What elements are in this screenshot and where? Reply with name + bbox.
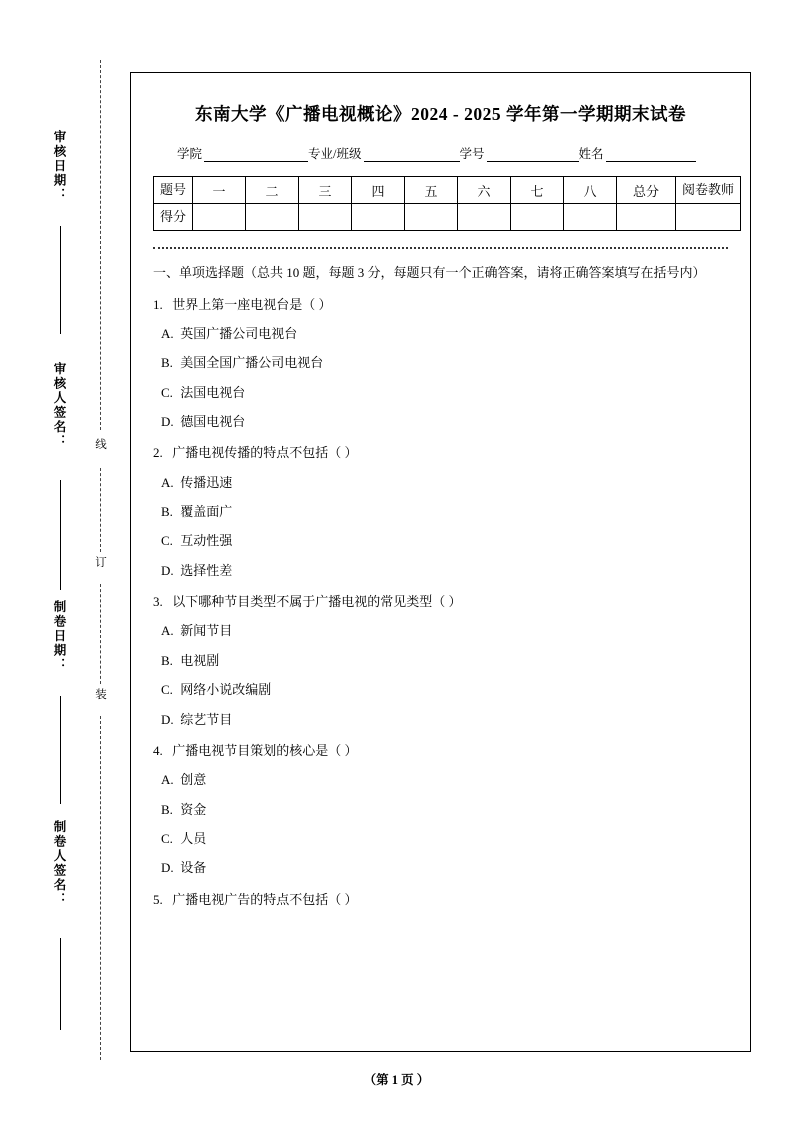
question-4-option-b[interactable] xyxy=(161,797,728,822)
question-3-option-a[interactable] xyxy=(161,618,728,643)
question-4-option-c-text: 人员 xyxy=(180,830,207,846)
question-1-option-d-label: D. xyxy=(161,414,174,430)
question-3-option-b-label: B. xyxy=(161,652,173,668)
question-4-option-a-text: 创意 xyxy=(180,772,207,788)
score-col-7: 七 xyxy=(511,177,564,204)
score-col-8: 八 xyxy=(564,177,617,204)
question-2-option-c[interactable] xyxy=(161,528,728,553)
score-cell-6[interactable] xyxy=(458,204,511,231)
question-1-option-a-text: 英国广播公司电视台 xyxy=(180,326,298,342)
margin-review-date-rule xyxy=(60,226,61,334)
score-col-total: 总分 xyxy=(617,177,676,204)
question-1-text: 世界上第一座电视台是（ ） xyxy=(172,296,332,312)
question-5-number: 5. xyxy=(153,891,163,907)
question-1 xyxy=(153,292,728,317)
score-table-row-label-score: 得分 xyxy=(154,204,193,231)
info-field-student-id[interactable] xyxy=(487,148,579,162)
score-col-teacher: 阅卷教师 xyxy=(676,177,741,204)
score-cell-5[interactable] xyxy=(405,204,458,231)
question-2-option-a[interactable] xyxy=(161,470,728,495)
info-label-college: 学院 xyxy=(177,147,203,161)
score-col-4: 四 xyxy=(352,177,405,204)
question-4-option-d-text: 设备 xyxy=(180,860,207,876)
fold-label-pack: 装 xyxy=(94,688,106,701)
score-cell-total[interactable] xyxy=(617,204,676,231)
score-cell-teacher[interactable] xyxy=(676,204,741,231)
score-table-row-label-number: 题号 xyxy=(154,177,193,204)
question-4-text: 广播电视节目策划的核心是（ ） xyxy=(172,742,358,758)
question-3-option-a-text: 新闻节目 xyxy=(180,623,233,639)
info-label-student-id: 学号 xyxy=(459,147,485,161)
score-cell-2[interactable] xyxy=(246,204,299,231)
question-3-text: 以下哪种节目类型不属于广播电视的常见类型（ ） xyxy=(172,594,462,610)
question-2-option-b-text: 覆盖面广 xyxy=(180,504,233,520)
question-4 xyxy=(153,738,728,763)
question-3-option-c-text: 网络小说改编剧 xyxy=(180,682,272,698)
student-info-line xyxy=(177,144,724,162)
fold-label-bind: 订 xyxy=(94,556,106,569)
score-col-5: 五 xyxy=(405,177,458,204)
score-cell-4[interactable] xyxy=(352,204,405,231)
question-3-option-c-label: C. xyxy=(161,682,173,698)
exam-paper xyxy=(130,72,751,1052)
score-cell-7[interactable] xyxy=(511,204,564,231)
question-5-text: 广播电视广告的特点不包括（ ） xyxy=(172,891,358,907)
margin-annotations xyxy=(44,130,80,1030)
question-1-option-b-text: 美国全国广播公司电视台 xyxy=(180,355,324,371)
question-3-option-c[interactable] xyxy=(161,677,728,702)
info-field-major[interactable] xyxy=(364,148,460,162)
score-table xyxy=(153,176,741,231)
info-label-major: 专业/班级 xyxy=(308,147,362,161)
question-1-option-a-label: A. xyxy=(161,326,174,342)
question-5 xyxy=(153,887,728,912)
margin-reviewer-signature-rule xyxy=(60,480,61,590)
margin-review-date: 审核日期： xyxy=(52,130,66,203)
score-cell-3[interactable] xyxy=(299,204,352,231)
page-title: 东南大学《广播电视概论》2024 - 2025 学年第一学期期末试卷 xyxy=(195,104,686,124)
dotted-divider xyxy=(153,247,728,249)
fold-dash-mid-2 xyxy=(100,584,101,684)
margin-paper-signature: 制卷人签名： xyxy=(52,820,66,907)
question-2-option-a-label: A. xyxy=(161,474,174,490)
question-4-option-a[interactable] xyxy=(161,767,728,792)
question-2-option-b[interactable] xyxy=(161,499,728,524)
question-4-option-d[interactable] xyxy=(161,855,728,880)
question-2-option-c-text: 互动性强 xyxy=(180,533,233,549)
fold-dash-mid-1 xyxy=(100,468,101,552)
question-1-option-c-text: 法国电视台 xyxy=(180,384,246,400)
question-1-option-c-label: C. xyxy=(161,384,173,400)
section-heading: 一、单项选择题（总共 10 题，每题 3 分，每题只有一个正确答案，请将正确答案填写在括号内） xyxy=(153,265,706,280)
question-4-option-b-label: B. xyxy=(161,801,173,817)
score-col-3: 三 xyxy=(299,177,352,204)
score-cell-1[interactable] xyxy=(193,204,246,231)
score-col-2: 二 xyxy=(246,177,299,204)
question-2-option-a-text: 传播迅速 xyxy=(180,474,233,490)
question-1-option-a[interactable] xyxy=(161,321,728,346)
question-2-text: 广播电视传播的特点不包括（ ） xyxy=(172,445,358,461)
question-1-option-c[interactable] xyxy=(161,380,728,405)
question-4-number: 4. xyxy=(153,742,163,758)
question-1-option-b-label: B. xyxy=(161,355,173,371)
question-3-option-d-text: 综艺节目 xyxy=(180,711,233,727)
question-1-option-b[interactable] xyxy=(161,350,728,375)
question-3-option-d-label: D. xyxy=(161,711,174,727)
question-2-option-d[interactable] xyxy=(161,558,728,583)
question-2-option-b-label: B. xyxy=(161,504,173,520)
question-3 xyxy=(153,589,728,614)
question-4-option-b-text: 资金 xyxy=(180,801,207,817)
question-2-option-d-label: D. xyxy=(161,562,174,578)
question-4-option-c[interactable] xyxy=(161,826,728,851)
score-col-6: 六 xyxy=(458,177,511,204)
page-footer: （第 1 页 ） xyxy=(363,1073,430,1087)
fold-label-line: 线 xyxy=(94,438,106,451)
question-3-option-d[interactable] xyxy=(161,707,728,732)
question-3-option-b-text: 电视剧 xyxy=(180,652,220,668)
info-field-college[interactable] xyxy=(204,148,308,162)
binding-fold-line xyxy=(93,60,109,1060)
question-4-option-c-label: C. xyxy=(161,830,173,846)
question-2-option-d-text: 选择性差 xyxy=(180,562,233,578)
question-3-number: 3. xyxy=(153,594,163,610)
table-row-scores xyxy=(154,204,741,231)
margin-reviewer-signature: 审核人签名： xyxy=(52,362,66,449)
question-4-option-a-label: A. xyxy=(161,772,174,788)
question-4-option-d-label: D. xyxy=(161,860,174,876)
question-1-option-d[interactable] xyxy=(161,409,728,434)
margin-paper-date-rule xyxy=(60,696,61,804)
score-col-1: 一 xyxy=(193,177,246,204)
info-field-name[interactable] xyxy=(606,148,696,162)
score-cell-8[interactable] xyxy=(564,204,617,231)
fold-dash-top xyxy=(100,60,101,430)
question-2-number: 2. xyxy=(153,445,163,461)
question-1-number: 1. xyxy=(153,296,163,312)
table-row-header xyxy=(154,177,741,204)
question-2-option-c-label: C. xyxy=(161,533,173,549)
question-3-option-a-label: A. xyxy=(161,623,174,639)
info-label-name: 姓名 xyxy=(578,147,604,161)
margin-paper-date: 制卷日期： xyxy=(52,600,66,673)
question-2 xyxy=(153,440,728,465)
fold-dash-bottom xyxy=(100,716,101,1060)
question-1-option-d-text: 德国电视台 xyxy=(180,414,246,430)
question-3-option-b[interactable] xyxy=(161,648,728,673)
margin-paper-signature-rule xyxy=(60,938,61,1030)
